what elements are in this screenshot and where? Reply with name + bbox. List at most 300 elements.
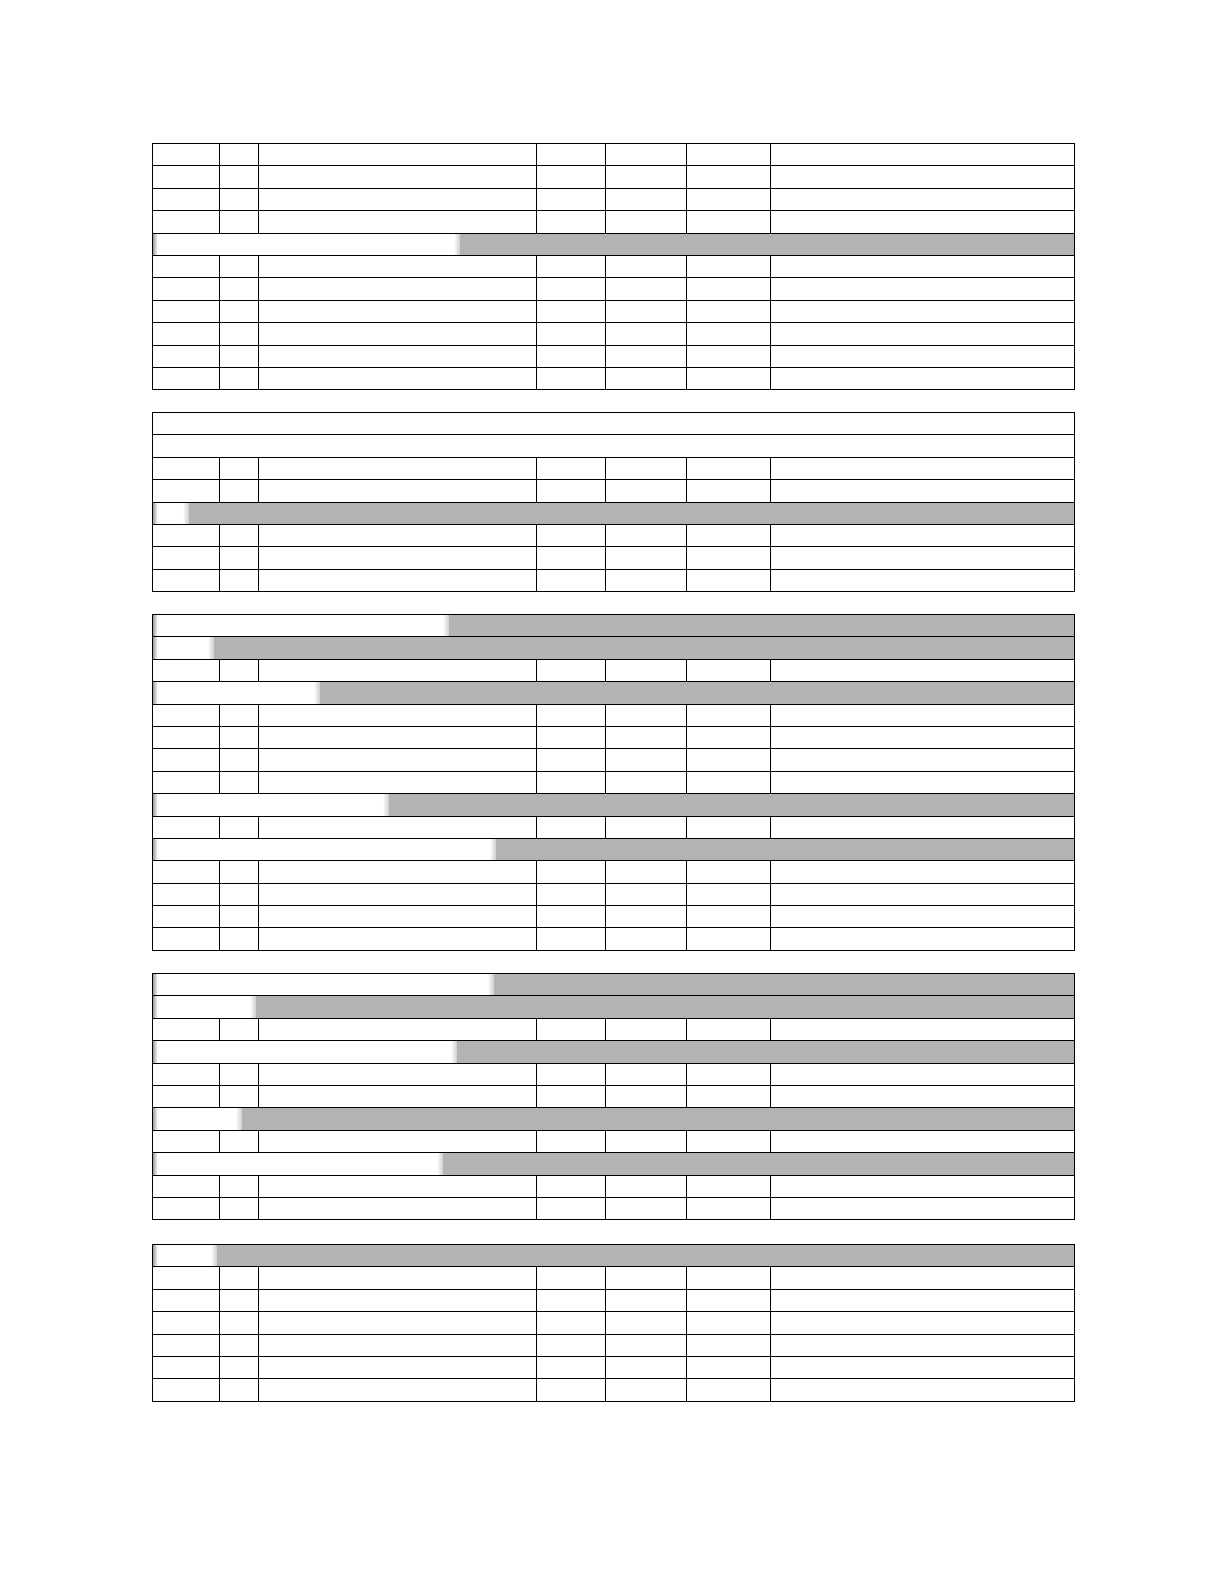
form-cell[interactable] — [537, 255, 606, 277]
form-cell[interactable] — [771, 726, 1075, 748]
form-cell[interactable] — [220, 749, 259, 771]
form-cell[interactable] — [220, 278, 259, 300]
table-row — [153, 524, 1075, 546]
form-cell[interactable] — [153, 659, 220, 681]
section-header-bar — [153, 637, 1075, 659]
table-row — [153, 144, 1075, 166]
form-cell[interactable] — [606, 1085, 687, 1107]
form-cell[interactable] — [687, 1085, 771, 1107]
form-cell[interactable] — [259, 906, 537, 928]
form-cell[interactable] — [606, 1334, 687, 1356]
form-cell[interactable] — [687, 345, 771, 367]
form-cell[interactable] — [220, 166, 259, 188]
full-width-cell[interactable] — [153, 413, 1075, 435]
form-cell[interactable] — [259, 1289, 537, 1311]
form-cell[interactable] — [259, 166, 537, 188]
form-cell[interactable] — [537, 659, 606, 681]
form-cell[interactable] — [153, 1334, 220, 1356]
table-row — [153, 1063, 1075, 1085]
form-cell[interactable] — [153, 883, 220, 905]
form-cell[interactable] — [220, 861, 259, 883]
form-cell[interactable] — [259, 726, 537, 748]
form-cell[interactable] — [537, 524, 606, 546]
form-cell[interactable] — [687, 906, 771, 928]
form-cell[interactable] — [771, 771, 1075, 793]
form-cell[interactable] — [153, 1085, 220, 1107]
form-cell[interactable] — [606, 906, 687, 928]
form-cell[interactable] — [220, 1063, 259, 1085]
form-cell[interactable] — [606, 749, 687, 771]
form-cell[interactable] — [771, 1018, 1075, 1040]
form-cell[interactable] — [687, 861, 771, 883]
form-cell[interactable] — [771, 547, 1075, 569]
form-cell[interactable] — [606, 547, 687, 569]
form-cell[interactable] — [771, 188, 1075, 210]
form-cell[interactable] — [537, 726, 606, 748]
form-table-2 — [152, 412, 1075, 592]
form-cell[interactable] — [153, 524, 220, 546]
form-cell[interactable] — [220, 771, 259, 793]
form-cell[interactable] — [771, 1175, 1075, 1197]
form-cell[interactable] — [606, 861, 687, 883]
form-cell[interactable] — [771, 1379, 1075, 1401]
form-cell[interactable] — [606, 278, 687, 300]
form-cell[interactable] — [606, 771, 687, 793]
form-cell[interactable] — [771, 457, 1075, 479]
form-cell[interactable] — [537, 211, 606, 233]
form-cell[interactable] — [771, 480, 1075, 502]
section-header-label — [153, 1108, 242, 1129]
form-cell[interactable] — [259, 1018, 537, 1040]
form-cell[interactable] — [220, 255, 259, 277]
form-cell[interactable] — [259, 300, 537, 322]
form-cell[interactable] — [537, 569, 606, 591]
form-cell[interactable] — [220, 1289, 259, 1311]
form-cell[interactable] — [537, 704, 606, 726]
section-header-label — [153, 1153, 443, 1174]
form-cell[interactable] — [220, 1018, 259, 1040]
form-cell[interactable] — [153, 906, 220, 928]
form-cell[interactable] — [687, 323, 771, 345]
form-cell[interactable] — [687, 457, 771, 479]
form-cell[interactable] — [537, 1175, 606, 1197]
form-cell[interactable] — [259, 1197, 537, 1219]
form-cell[interactable] — [606, 300, 687, 322]
form-cell[interactable] — [606, 188, 687, 210]
form-cell[interactable] — [606, 1379, 687, 1401]
table-row — [153, 367, 1075, 389]
form-cell[interactable] — [606, 480, 687, 502]
form-cell[interactable] — [687, 211, 771, 233]
form-cell[interactable] — [537, 345, 606, 367]
form-cell[interactable] — [153, 188, 220, 210]
form-cell[interactable] — [153, 1175, 220, 1197]
form-cell[interactable] — [537, 771, 606, 793]
form-cell[interactable] — [687, 480, 771, 502]
form-cell[interactable] — [537, 1334, 606, 1356]
form-cell[interactable] — [537, 166, 606, 188]
form-cell[interactable] — [771, 278, 1075, 300]
form-cell[interactable] — [259, 883, 537, 905]
form-cell[interactable] — [537, 1085, 606, 1107]
table-row — [153, 1018, 1075, 1040]
form-cell[interactable] — [220, 659, 259, 681]
table-row — [153, 726, 1075, 748]
form-cell[interactable] — [771, 906, 1075, 928]
form-cell[interactable] — [259, 771, 537, 793]
form-cell[interactable] — [771, 300, 1075, 322]
form-cell[interactable] — [606, 1312, 687, 1334]
form-cell[interactable] — [220, 704, 259, 726]
form-cell[interactable] — [259, 1063, 537, 1085]
form-cell[interactable] — [687, 1018, 771, 1040]
form-cell[interactable] — [537, 1312, 606, 1334]
form-cell[interactable] — [771, 367, 1075, 389]
form-cell[interactable] — [537, 1130, 606, 1152]
section-header-bar — [153, 1041, 1075, 1063]
form-cell[interactable] — [220, 1085, 259, 1107]
form-cell[interactable] — [153, 749, 220, 771]
form-cell[interactable] — [537, 480, 606, 502]
form-cell[interactable] — [687, 255, 771, 277]
form-cell[interactable] — [259, 457, 537, 479]
form-cell[interactable] — [153, 300, 220, 322]
form-cell[interactable] — [259, 659, 537, 681]
form-cell[interactable] — [259, 816, 537, 838]
form-cell[interactable] — [220, 1334, 259, 1356]
form-cell[interactable] — [537, 883, 606, 905]
form-cell[interactable] — [259, 1334, 537, 1356]
form-cell[interactable] — [259, 1356, 537, 1378]
form-cell[interactable] — [220, 367, 259, 389]
form-cell[interactable] — [771, 659, 1075, 681]
form-cell[interactable] — [220, 457, 259, 479]
form-cell[interactable] — [259, 345, 537, 367]
form-cell[interactable] — [220, 300, 259, 322]
form-cell[interactable] — [220, 906, 259, 928]
form-cell[interactable] — [537, 1063, 606, 1085]
form-cell[interactable] — [220, 1130, 259, 1152]
form-cell[interactable] — [259, 749, 537, 771]
form-cell[interactable] — [771, 1267, 1075, 1289]
table-row — [153, 166, 1075, 188]
form-cell[interactable] — [687, 278, 771, 300]
form-cell[interactable] — [220, 1267, 259, 1289]
full-width-cell[interactable] — [153, 435, 1075, 457]
form-cell[interactable] — [606, 1063, 687, 1085]
form-cell[interactable] — [259, 211, 537, 233]
form-cell[interactable] — [220, 323, 259, 345]
form-cell[interactable] — [606, 883, 687, 905]
form-cell[interactable] — [606, 1175, 687, 1197]
section-header-label — [153, 682, 320, 703]
form-cell[interactable] — [220, 524, 259, 546]
form-cell[interactable] — [220, 188, 259, 210]
form-cell[interactable] — [153, 1197, 220, 1219]
form-cell[interactable] — [153, 457, 220, 479]
form-cell[interactable] — [153, 771, 220, 793]
section-header-bar — [153, 1108, 1075, 1130]
form-cell[interactable] — [259, 704, 537, 726]
form-cell[interactable] — [220, 726, 259, 748]
table-row — [153, 547, 1075, 569]
form-cell[interactable] — [153, 1267, 220, 1289]
form-cell[interactable] — [220, 1312, 259, 1334]
form-cell[interactable] — [771, 816, 1075, 838]
form-cell[interactable] — [687, 1312, 771, 1334]
form-cell[interactable] — [153, 211, 220, 233]
form-cell[interactable] — [537, 816, 606, 838]
form-cell[interactable] — [771, 323, 1075, 345]
form-cell[interactable] — [537, 1197, 606, 1219]
form-cell[interactable] — [771, 144, 1075, 166]
form-cell[interactable] — [153, 816, 220, 838]
section-header-row — [153, 682, 1075, 704]
form-cell[interactable] — [537, 547, 606, 569]
form-cell[interactable] — [259, 524, 537, 546]
form-cell[interactable] — [153, 345, 220, 367]
form-cell[interactable] — [153, 1312, 220, 1334]
form-cell[interactable] — [687, 726, 771, 748]
form-cell[interactable] — [771, 211, 1075, 233]
form-cell[interactable] — [537, 749, 606, 771]
form-cell[interactable] — [771, 255, 1075, 277]
form-cell[interactable] — [687, 569, 771, 591]
form-cell[interactable] — [220, 547, 259, 569]
form-cell[interactable] — [606, 211, 687, 233]
form-cell[interactable] — [771, 1334, 1075, 1356]
table-row — [153, 771, 1075, 793]
section-header-label — [153, 234, 460, 255]
form-cell[interactable] — [259, 1312, 537, 1334]
form-cell[interactable] — [687, 1334, 771, 1356]
form-cell[interactable] — [606, 816, 687, 838]
form-cell[interactable] — [771, 1312, 1075, 1334]
form-cell[interactable] — [771, 861, 1075, 883]
form-cell[interactable] — [153, 704, 220, 726]
table-row — [153, 816, 1075, 838]
form-cell[interactable] — [153, 1379, 220, 1401]
form-cell[interactable] — [153, 928, 220, 950]
form-cell[interactable] — [153, 1356, 220, 1378]
section-header-row — [153, 1041, 1075, 1063]
form-cell[interactable] — [687, 883, 771, 905]
form-cell[interactable] — [606, 659, 687, 681]
table-row — [153, 188, 1075, 210]
form-cell[interactable] — [606, 1130, 687, 1152]
form-cell[interactable] — [153, 367, 220, 389]
form-cell[interactable] — [771, 749, 1075, 771]
form-cell[interactable] — [537, 1379, 606, 1401]
form-cell[interactable] — [220, 1197, 259, 1219]
form-cell[interactable] — [220, 345, 259, 367]
form-cell[interactable] — [259, 1085, 537, 1107]
form-cell[interactable] — [606, 569, 687, 591]
form-cell[interactable] — [771, 1197, 1075, 1219]
form-cell[interactable] — [153, 278, 220, 300]
form-cell[interactable] — [606, 1197, 687, 1219]
form-cell[interactable] — [153, 144, 220, 166]
form-cell[interactable] — [259, 1175, 537, 1197]
form-cell[interactable] — [220, 1356, 259, 1378]
form-cell[interactable] — [153, 255, 220, 277]
form-cell[interactable] — [153, 547, 220, 569]
form-cell[interactable] — [606, 144, 687, 166]
form-cell[interactable] — [259, 569, 537, 591]
form-cell[interactable] — [687, 300, 771, 322]
form-cell[interactable] — [606, 1356, 687, 1378]
form-cell[interactable] — [606, 1289, 687, 1311]
form-cell[interactable] — [259, 480, 537, 502]
table-row — [153, 1130, 1075, 1152]
form-cell[interactable] — [687, 771, 771, 793]
section-header-label — [153, 1245, 217, 1266]
form-cell[interactable] — [220, 1379, 259, 1401]
form-cell[interactable] — [537, 861, 606, 883]
form-cell[interactable] — [220, 211, 259, 233]
form-cell[interactable] — [153, 1018, 220, 1040]
form-cell[interactable] — [771, 704, 1075, 726]
form-cell[interactable] — [259, 928, 537, 950]
form-cell[interactable] — [687, 1267, 771, 1289]
section-header-row — [153, 1245, 1075, 1267]
form-cell[interactable] — [220, 928, 259, 950]
form-cell[interactable] — [687, 1356, 771, 1378]
form-cell[interactable] — [606, 367, 687, 389]
form-cell[interactable] — [220, 569, 259, 591]
form-cell[interactable] — [606, 323, 687, 345]
form-cell[interactable] — [771, 928, 1075, 950]
form-cell[interactable] — [220, 144, 259, 166]
form-cell[interactable] — [606, 928, 687, 950]
form-cell[interactable] — [259, 255, 537, 277]
form-cell[interactable] — [537, 906, 606, 928]
table-row — [153, 323, 1075, 345]
form-cell[interactable] — [537, 1289, 606, 1311]
table-row — [153, 457, 1075, 479]
form-cell[interactable] — [687, 816, 771, 838]
form-cell[interactable] — [687, 1175, 771, 1197]
table-row — [153, 861, 1075, 883]
form-cell[interactable] — [687, 928, 771, 950]
table-row — [153, 211, 1075, 233]
form-cell[interactable] — [537, 278, 606, 300]
form-cell[interactable] — [153, 1130, 220, 1152]
form-cell[interactable] — [153, 166, 220, 188]
form-cell[interactable] — [537, 323, 606, 345]
form-cell[interactable] — [259, 861, 537, 883]
form-cell[interactable] — [259, 367, 537, 389]
form-cell[interactable] — [153, 1063, 220, 1085]
form-cell[interactable] — [259, 1267, 537, 1289]
form-cell[interactable] — [220, 816, 259, 838]
form-cell[interactable] — [771, 524, 1075, 546]
form-cell[interactable] — [687, 524, 771, 546]
form-cell[interactable] — [687, 659, 771, 681]
form-cell[interactable] — [687, 166, 771, 188]
table-row — [153, 1085, 1075, 1107]
form-cell[interactable] — [687, 1289, 771, 1311]
form-cell[interactable] — [687, 547, 771, 569]
form-cell[interactable] — [537, 928, 606, 950]
form-cell[interactable] — [537, 300, 606, 322]
form-cell[interactable] — [687, 1379, 771, 1401]
form-cell[interactable] — [771, 345, 1075, 367]
form-cell[interactable] — [687, 144, 771, 166]
form-cell[interactable] — [606, 166, 687, 188]
form-cell[interactable] — [220, 883, 259, 905]
form-cell[interactable] — [153, 569, 220, 591]
form-cell[interactable] — [259, 188, 537, 210]
form-cell[interactable] — [771, 883, 1075, 905]
form-cell[interactable] — [259, 547, 537, 569]
form-cell[interactable] — [606, 726, 687, 748]
form-cell[interactable] — [537, 367, 606, 389]
form-cell[interactable] — [606, 255, 687, 277]
table-row — [153, 569, 1075, 591]
form-cell[interactable] — [771, 166, 1075, 188]
form-cell[interactable] — [606, 704, 687, 726]
form-cell[interactable] — [606, 1018, 687, 1040]
form-cell[interactable] — [259, 1379, 537, 1401]
form-cell[interactable] — [771, 1085, 1075, 1107]
table-row — [153, 883, 1075, 905]
form-cell[interactable] — [537, 144, 606, 166]
section-header-label — [153, 637, 214, 658]
table-row — [153, 1379, 1075, 1401]
form-cell[interactable] — [153, 1289, 220, 1311]
form-cell[interactable] — [537, 188, 606, 210]
section-header-label — [153, 794, 389, 815]
form-cell[interactable] — [259, 144, 537, 166]
section-header-row — [153, 637, 1075, 659]
form-cell[interactable] — [153, 480, 220, 502]
form-cell[interactable] — [220, 1175, 259, 1197]
form-cell[interactable] — [606, 524, 687, 546]
form-cell[interactable] — [537, 457, 606, 479]
form-cell[interactable] — [153, 861, 220, 883]
form-cell[interactable] — [687, 1197, 771, 1219]
form-cell[interactable] — [771, 1130, 1075, 1152]
form-cell[interactable] — [606, 1267, 687, 1289]
form-cell[interactable] — [771, 1063, 1075, 1085]
form-cell[interactable] — [687, 1130, 771, 1152]
form-cell[interactable] — [687, 704, 771, 726]
form-cell[interactable] — [606, 457, 687, 479]
form-cell[interactable] — [153, 726, 220, 748]
table-row — [153, 704, 1075, 726]
form-cell[interactable] — [606, 345, 687, 367]
form-cell[interactable] — [153, 323, 220, 345]
form-cell[interactable] — [687, 1063, 771, 1085]
section-header-bar — [153, 794, 1075, 816]
form-cell[interactable] — [537, 1356, 606, 1378]
form-cell[interactable] — [687, 367, 771, 389]
form-cell[interactable] — [771, 1356, 1075, 1378]
form-cell[interactable] — [771, 569, 1075, 591]
form-cell[interactable] — [771, 1289, 1075, 1311]
form-cell[interactable] — [259, 1130, 537, 1152]
form-cell[interactable] — [687, 749, 771, 771]
section-header-bar — [153, 974, 1075, 996]
form-cell[interactable] — [537, 1018, 606, 1040]
form-cell[interactable] — [259, 323, 537, 345]
form-cell[interactable] — [687, 188, 771, 210]
form-cell[interactable] — [220, 480, 259, 502]
form-cell[interactable] — [537, 1267, 606, 1289]
form-cell[interactable] — [259, 278, 537, 300]
form-table-5 — [152, 1244, 1075, 1402]
